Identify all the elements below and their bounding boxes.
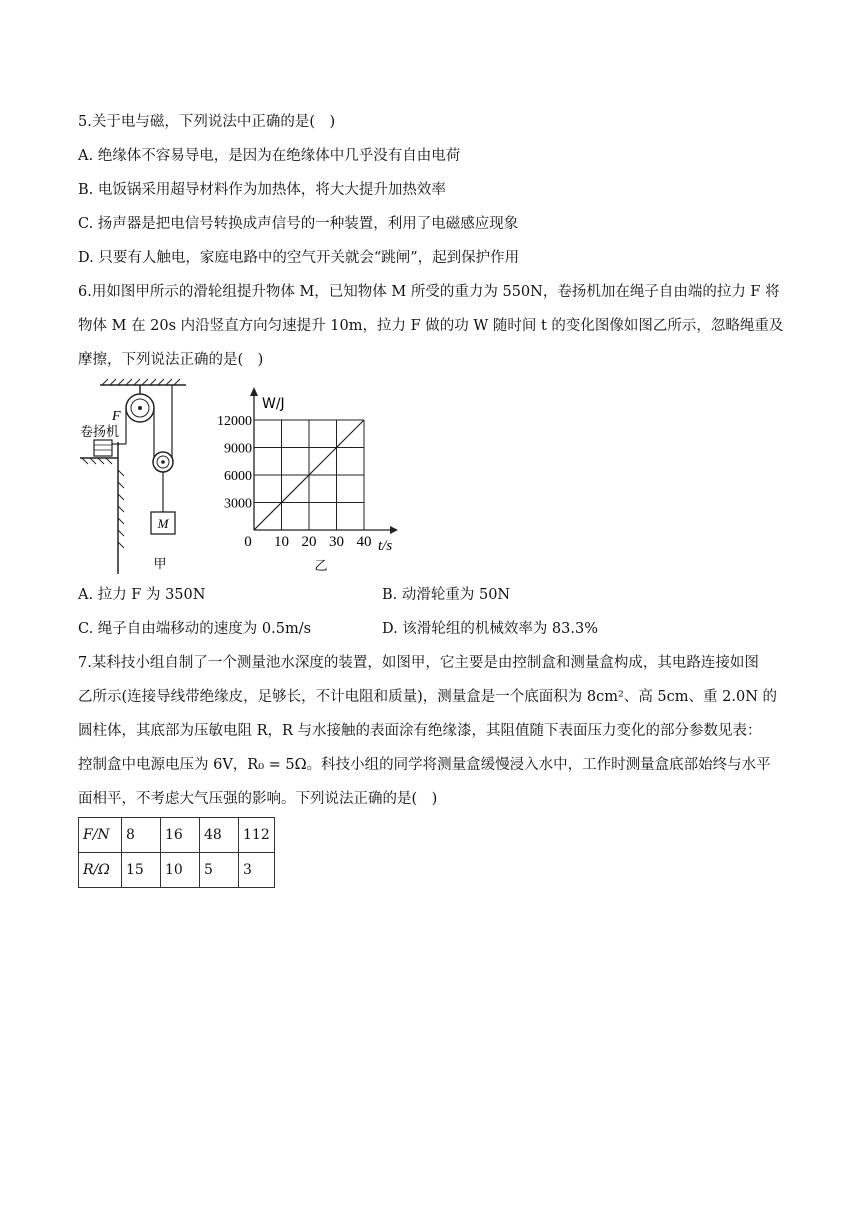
x-tick-label: 10 [274,534,289,550]
q5-option-d: D. 只要有人触电，家庭电路中的空气开关就会“跳闸”，起到保护作用 [78,250,520,266]
q5-stem: 5.关于电与磁，下列说法中正确的是( ) [78,114,336,130]
table-cell: 5 [200,853,239,888]
q5-option-a: A. 绝缘体不容易导电，是因为在绝缘体中几乎没有自由电荷 [78,148,461,164]
q7-stem-line-5: 面相平，不考虑大气压强的影响。下列说法正确的是( ) [78,791,438,807]
y-tick-label: 12000 [217,414,252,429]
resistance-parameter-table [78,817,275,888]
y-tick-label: 9000 [224,441,252,457]
force-label: F [112,409,121,424]
table-cell: 15 [122,853,161,888]
q6-stem-line-1: 6.用如图甲所示的滑轮组提升物体 M，已知物体 M 所受的重力为 550N，卷扬机加在绳子自由端的拉力 F 将 [78,284,780,300]
q6-option-c: C. 绳子自由端移动的速度为 0.5m/s [78,621,312,637]
table-cell: 48 [200,818,239,853]
y-tick-label: 3000 [224,496,252,512]
x-tick-label: 30 [329,534,344,550]
q5-option-c: C. 扬声器是把电信号转换成声信号的一种装置，利用了电磁感应现象 [78,216,519,232]
pulley-system-figure [78,378,208,574]
q6-option-b: B. 动滑轮重为 50N [382,587,511,603]
q5-option-b: B. 电饭锅采用超导材料作为加热体，将大大提升加热效率 [78,182,446,198]
x-tick-label: 40 [356,534,372,550]
q7-stem-line-1: 7.某科技小组自制了一个测量池水深度的装置，如图甲，它主要是由控制盒和测量盒构成，其电路连接如图 [78,655,759,671]
x-axis-arrow [390,526,398,534]
y-tick-label: 6000 [224,469,252,484]
table-cell: R/Ω [79,853,122,888]
x-axis-label: t/s [378,538,393,554]
origin-label: 0 [244,534,252,550]
table-row [79,818,275,853]
table-row [79,853,275,888]
table-cell: 112 [239,818,275,853]
x-tick-label: 20 [301,534,317,550]
y-axis-label: W/J [262,396,285,412]
winch [94,440,112,456]
q7-stem-line-2: 乙所示(连接导线带绝缘皮，足够长，不计电阻和质量)，测量盒是一个底面积为 8cm²、高 5cm、重 2.0N 的 [78,689,777,705]
q6-option-a: A. 拉力 F 为 350N [78,587,206,603]
table-cell: F/N [79,818,122,853]
q7-stem-line-3: 圆柱体，其底部为压敏电阻 R，R 与水接触的表面涂有绝缘漆，其阻值随下表面压力变化的部分参数见表： [78,723,762,739]
table-cell: 10 [161,853,200,888]
table-cell: 3 [239,853,275,888]
table-cell: 16 [161,818,200,853]
table-cell: 8 [122,818,161,853]
figure-jia-caption: 甲 [153,557,167,572]
q6-option-d: D. 该滑轮组的机械效率为 83.3% [382,621,598,637]
figure-yi-caption: 乙 [314,559,328,574]
y-axis-arrow [250,387,258,396]
q6-stem-line-3: 摩擦，下列说法正确的是( ) [78,352,264,368]
mass-label: M [157,516,169,531]
work-time-chart [208,380,408,576]
q6-stem-line-2: 物体 M 在 20s 内沿竖直方向匀速提升 10m，拉力 F 做的功 W 随时间 t 的变化图像如图乙所示，忽略绳重及 [78,318,784,334]
q7-stem-line-4: 控制盒中电源电压为 6V，R₀ = 5Ω。科技小组的同学将测量盒缓慢浸入水中，工作时测量盒底部始终与水平 [78,757,771,773]
winch-label: 卷扬机 [80,425,120,440]
